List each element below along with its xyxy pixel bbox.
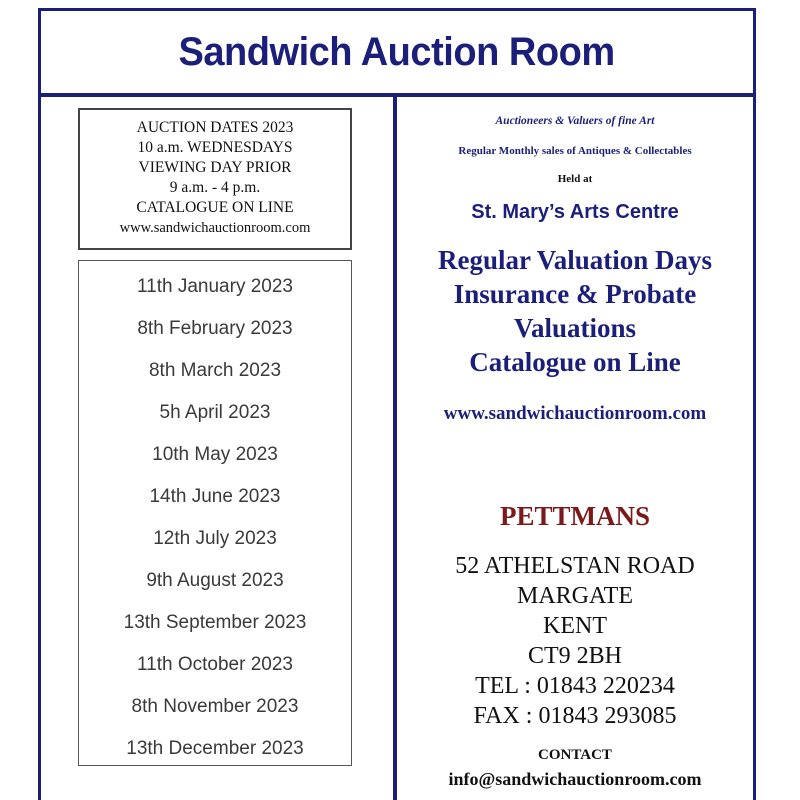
auction-date-item: 12th July 2023 <box>153 528 277 549</box>
company-name: PETTMANS <box>499 501 651 531</box>
auction-info-line: 10 a.m. WEDNESDAYS <box>137 139 293 156</box>
auction-date-item: 11th January 2023 <box>137 276 293 297</box>
address-block <box>397 551 753 731</box>
service-line: Valuations <box>513 313 637 343</box>
regular-sales-text: Regular Monthly sales of Antiques & Collectables <box>458 145 692 157</box>
address-line: CT9 2BH <box>527 643 622 669</box>
auction-date-item: 13th December 2023 <box>126 738 304 759</box>
venue-name: St. Mary’s Arts Centre <box>471 201 679 223</box>
auction-date-item: 8th February 2023 <box>137 318 293 339</box>
auction-date-item: 11th October 2023 <box>137 654 293 675</box>
phone-line: TEL : 01843 220234 <box>475 673 675 699</box>
auction-date-item: 8th November 2023 <box>131 696 299 717</box>
auction-date-item: 10th May 2023 <box>152 444 278 465</box>
advert-frame <box>38 8 756 800</box>
address-line: KENT <box>543 613 607 639</box>
left-column <box>41 97 393 800</box>
service-line: Regular Valuation Days <box>437 245 713 275</box>
auction-date-item: 9th August 2023 <box>146 570 284 591</box>
auction-info-box <box>78 108 352 250</box>
auction-date-list <box>79 266 351 770</box>
auction-info-line: AUCTION DATES 2023 <box>136 119 294 136</box>
fax-line: FAX : 01843 293085 <box>473 703 677 729</box>
auction-info-url: www.sandwichauctionroom.com <box>119 220 311 236</box>
tagline: Auctioneers & Valuers of fine Art <box>495 115 655 127</box>
auction-date-item: 13th September 2023 <box>123 612 307 633</box>
auction-date-item: 14th June 2023 <box>149 486 281 507</box>
auction-info-line: CATALOGUE ON LINE <box>136 199 294 216</box>
right-column <box>397 97 753 800</box>
contact-label: CONTACT <box>538 747 612 763</box>
website-url: www.sandwichauctionroom.com <box>443 403 707 424</box>
auction-date-item: 8th March 2023 <box>148 360 282 381</box>
auction-date-item: 5h April 2023 <box>159 402 271 423</box>
service-line: Catalogue on Line <box>469 347 681 377</box>
auction-info-line: 9 a.m. - 4 p.m. <box>169 179 261 196</box>
held-at-label: Held at <box>557 173 593 185</box>
service-line: Insurance & Probate <box>453 279 697 309</box>
contact-email: info@sandwichauctionroom.com <box>448 769 702 789</box>
services-list <box>397 243 753 379</box>
auction-schedule-box <box>78 260 352 766</box>
auction-info-line: VIEWING DAY PRIOR <box>138 159 292 176</box>
header-banner <box>41 11 753 97</box>
address-line: MARGATE <box>516 583 633 609</box>
page-title: Sandwich Auction Room <box>178 29 616 74</box>
address-line: 52 ATHELSTAN ROAD <box>455 553 695 579</box>
